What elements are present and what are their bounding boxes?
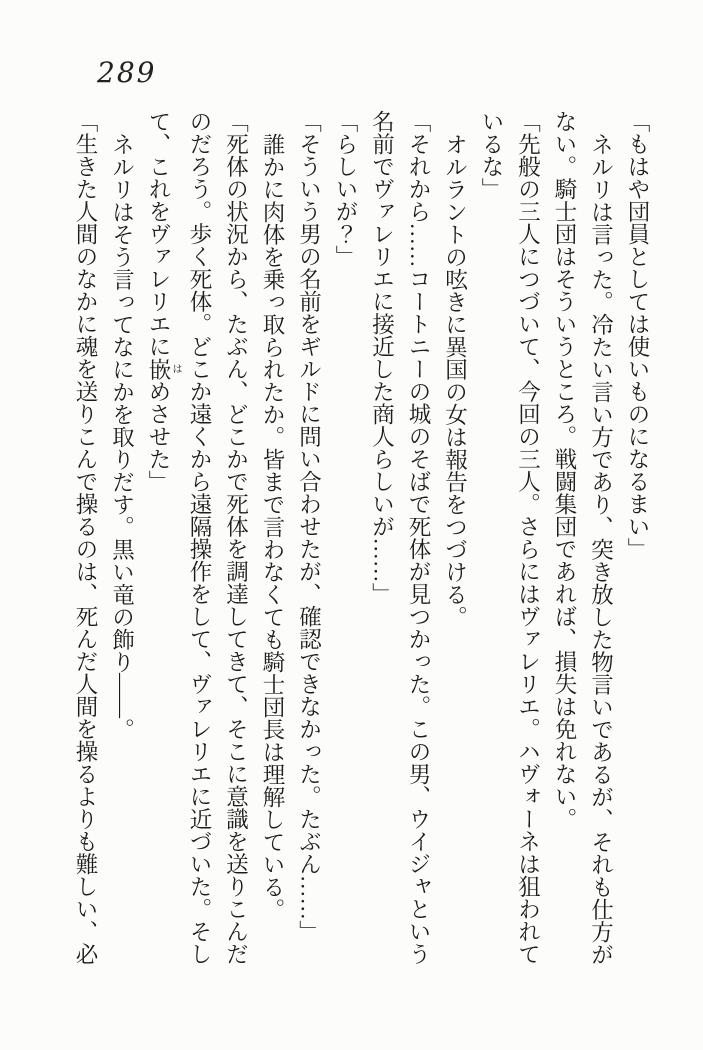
- text-line: 「死体の状況から、たぶん、どこかで死体を調達してきて、そこに意識を送りこんだ: [223, 110, 249, 965]
- ruby-text: は: [170, 357, 181, 380]
- text-line: 「それから……コートニーの城のそばで死体が見つかった。この男、ウイジャという: [406, 110, 431, 965]
- text-line: 名前でヴァレリエに接近した商人らしいが……」: [369, 110, 395, 605]
- text-line: 「もはや団員としては使いものになるまい」: [625, 110, 650, 560]
- text-line: ない。騎士団はそういうところ。戦闘集団であれば、損失は免れない。: [552, 110, 577, 830]
- text-line: いるな」: [479, 110, 504, 200]
- text-line: オルラントの呟きに異国の女は報告をつづける。: [442, 132, 468, 628]
- text-line: 「先般の三人につづいて、今回の三人。さらにはヴァレリエ。ハヴォーネは狙われて: [515, 110, 541, 965]
- ruby-annotation: [146, 357, 181, 381]
- text-segment: めさせた」: [146, 380, 171, 493]
- text-line: ネルリは言った。冷たい言い方であり、突き放した物言いであるが、それも仕方が: [588, 132, 614, 965]
- vertical-text-block: [67, 110, 656, 972]
- text-segment: て、これをヴァレリエに: [146, 110, 171, 358]
- text-line: 「生きた人間のなかに魂を送りこんで操るのは、死んだ人間を操るよりも難しい、必: [73, 110, 98, 965]
- text-line-with-ruby: [140, 110, 181, 972]
- text-line: ネルリはそう言ってなにかを取りだす。黒い竜の飾り――。: [109, 132, 135, 740]
- ruby-base: 嵌: [146, 357, 171, 380]
- page-number: 289: [97, 56, 157, 89]
- text-line: 誰かに肉体を乗っ取られたか。皆まで言わなくても騎士団長は理解している。: [260, 132, 285, 920]
- text-line: 「そういう男の名前をギルドに問い合わせたが、確認できなかった。たぶん……」: [296, 110, 322, 943]
- text-line: のだろう。歩く死体。どこか遠くから遠隔操作をして、ヴァレリエに近づいた。そし: [187, 110, 212, 965]
- text-line: 「らしいが？」: [333, 110, 358, 268]
